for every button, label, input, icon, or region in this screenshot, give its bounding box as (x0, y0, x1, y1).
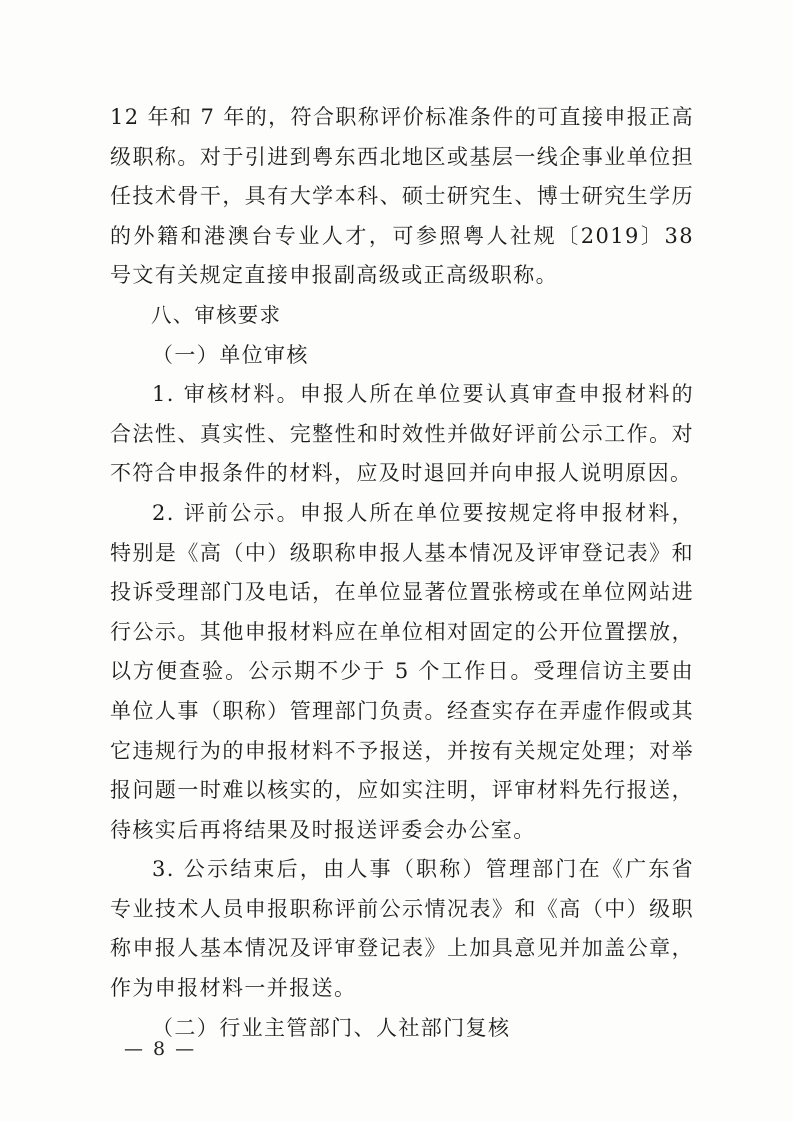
section-heading: 八、审核要求 (151, 302, 282, 327)
page-number: — 8 — (124, 1038, 197, 1060)
document-body (110, 98, 694, 1048)
continuation-paragraph: 12 年和 7 年的，符合职称评价标准条件的可直接申报正高级职称。对于引进到粤东西北地区或基层一线企事业单位担任技术骨干，具有大学本科、硕士研究生、博士研究生学历的外籍和港澳台专业人才，可参照粤人社规〔2019〕38 号文有关规定直接申报副高级或正高级职称。 (110, 105, 694, 288)
subsection-heading-unit-review: （一）单位审核 (152, 342, 309, 367)
item-review-materials: 1. 审核材料。申报人所在单位要认真审查申报材料的合法性、真实性、完整性和时效性并做好评前公示工作。对不符合申报条件的材料，应及时退回并向申报人说明原因。 (110, 382, 694, 486)
item-pre-review-publicity: 2. 评前公示。申报人所在单位要按规定将申报材料，特别是《高（中）级职称申报人基本情况及评审登记表》和投诉受理部门及电话，在单位显著位置张榜或在单位网站进行公示。其他申报材料应在单位相对固定的公开位置摆放，以方便查验。公示期不少于 5 个工作日。受理信访主要由单位人事（职称）管理部门负责。经查实存在弄虚作假或其它违规行为的申报材料不予报送，并按有关规定处理；对举报问题一时难以核实的，应如实注明，评审材料先行报送，待核实后再将结果及时报送评委会办公室。 (110, 500, 694, 842)
subsection-heading-department-recheck: （二）行业主管部门、人社部门复核 (152, 1015, 511, 1040)
item-after-publicity: 3. 公示结束后，由人事（职称）管理部门在《广东省专业技术人员申报职称评前公示情况表》和《高（中）级职称申报人基本情况及评审登记表》上加具意见并加盖公章，作为申报材料一并报送。 (110, 857, 694, 1001)
